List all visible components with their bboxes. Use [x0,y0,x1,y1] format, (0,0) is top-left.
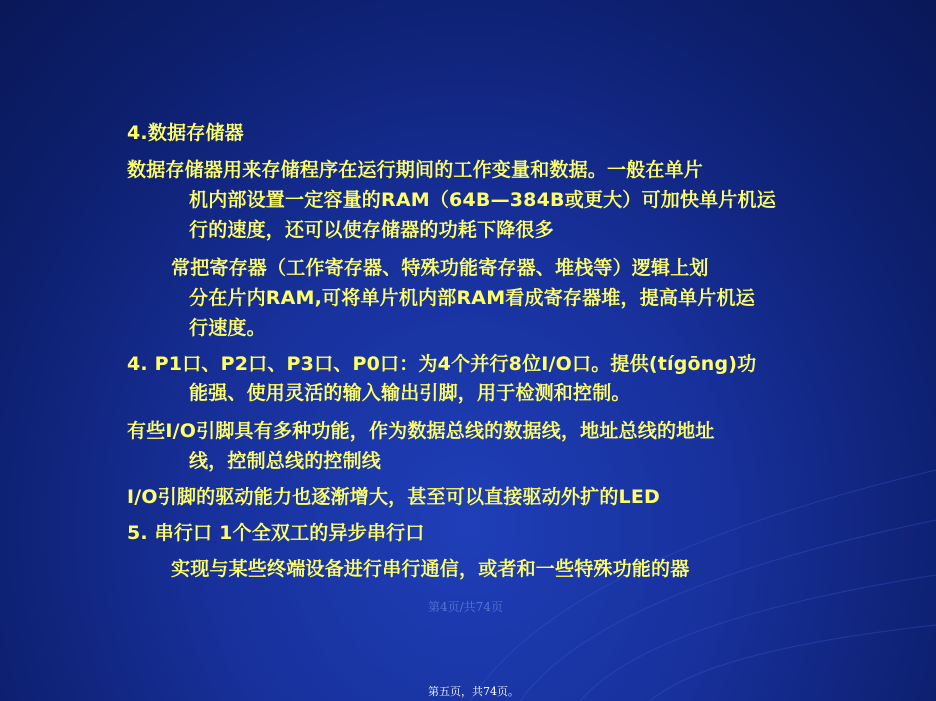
page-number-label: 第4页/共74页 [428,600,503,614]
paragraph-line: 行的速度，还可以使存储器的功耗下降很多 [189,219,554,241]
paragraph-line: 线，控制总线的控制线 [189,450,382,472]
paragraph-line: 有些I/O引脚具有多种功能，作为数据总线的数据线，地址总线的地址 [127,420,715,442]
footer-page-label: 第五页，共74页。 [428,685,519,698]
paragraph-line: 行速度。 [189,317,266,339]
paragraph-line: 常把寄存器（工作寄存器、特殊功能寄存器、堆栈等）逻辑上划 [171,257,709,279]
paragraph-line: 数据存储器用来存储程序在运行期间的工作变量和数据。一般在单片 [127,159,704,181]
paragraph-line: 能强、使用灵活的输入输出引脚，用于检测和控制。 [189,382,631,404]
paragraph-line: 机内部设置一定容量的RAM（64B—384B或更大）可加快单片机运 [189,189,776,211]
paragraph-line: I/O引脚的驱动能力也逐渐增大，甚至可以直接驱动外扩的LED [127,486,661,508]
heading-data-memory: 4.数据存储器 [127,122,244,144]
paragraph-line: 分在片内RAM,可将单片机内部RAM看成寄存器堆，提高单片机运 [189,287,755,309]
heading-serial-port: 5. 串行口 1个全双工的异步串行口 [127,522,425,544]
paragraph-line: 4. P1口、P2口、P3口、P0口：为4个并行8位I/O口。提供(tígōng)功 [127,353,757,375]
paragraph-line: 实现与某些终端设备进行串行通信，或者和一些特殊功能的器 [171,558,690,580]
